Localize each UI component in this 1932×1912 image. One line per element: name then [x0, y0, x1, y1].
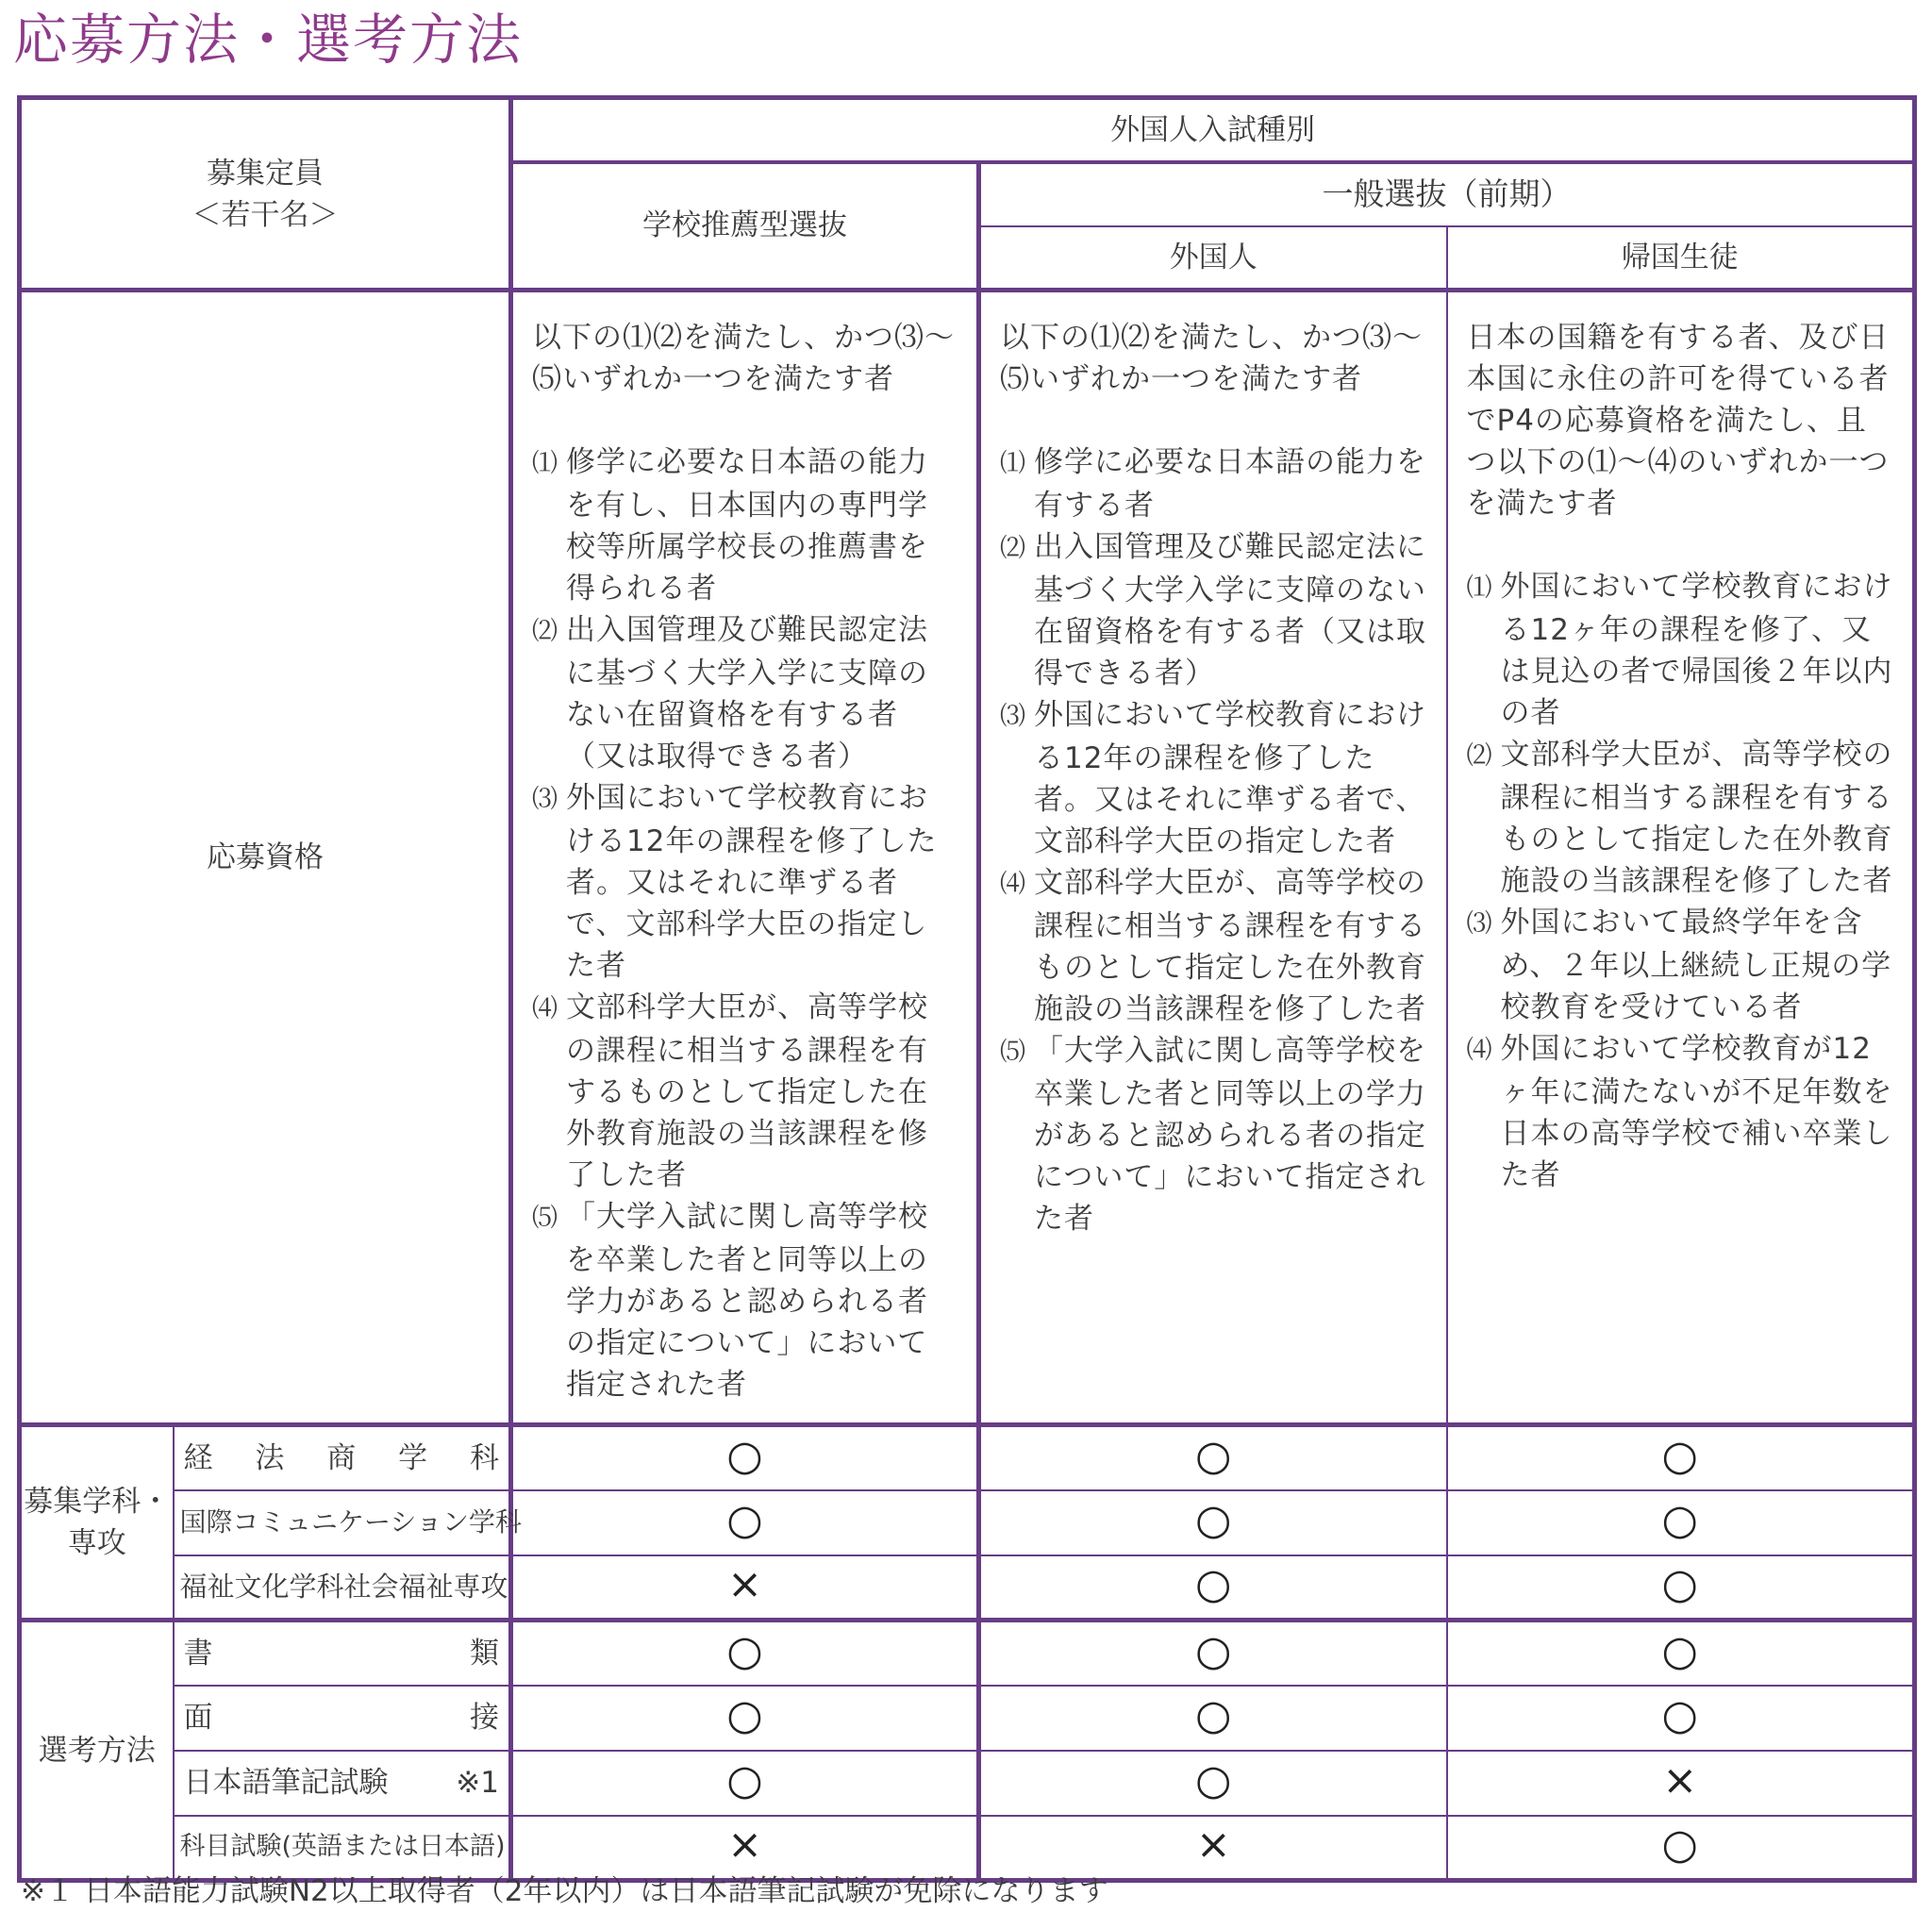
qualification-item: ⑸ 「大学入試に関し高等学校を卒業した者と同等以上の学力があると認められる者の指定について」において指定された者	[1000, 1034, 1426, 1236]
mark-cell: ○	[511, 1621, 979, 1686]
qualification-item: ⑵ 出入国管理及び難民認定法に基づく大学入学に支障のない在留資格を有する者（又は取得できる者）	[532, 613, 928, 773]
footnote: ※１ 日本語能力試験N2以上取得者（2年以内）は日本語筆記試験が免除になります	[21, 1874, 1108, 1908]
mark-cell: ○	[979, 1555, 1447, 1621]
sel-label-japanese-written: 日本語筆記試験 ※1	[174, 1751, 511, 1816]
mark-cell: ○	[979, 1490, 1447, 1555]
qualification-item: ⑴ 修学に必要な日本語の能力を有する者	[1000, 445, 1426, 523]
departments-group-label: 募集学科・ 専攻	[20, 1425, 174, 1621]
mark-cell: ○	[511, 1686, 979, 1751]
mark-cell: ○	[979, 1686, 1447, 1751]
mark-cell: ○	[1447, 1555, 1915, 1621]
quota-value: ＜若干名＞	[192, 197, 339, 232]
selection-group-label: 選考方法	[20, 1621, 174, 1881]
qualification-item: ⑶ 外国において学校教育における12年の課程を修了した者。又はそれに準ずる者で、文部科学大臣の指定した者	[532, 781, 938, 983]
mark-cell: ×	[511, 1555, 979, 1621]
sel-label-subject-exam: 科目試験(英語または日本語)	[174, 1816, 511, 1881]
qualification-item: ⑷ 文部科学大臣が、高等学校の課程に相当する課程を有するものとして指定した在外教育施設の当該課程を修了した者	[532, 990, 928, 1192]
mark-cell: ○	[511, 1490, 979, 1555]
qualification-school-rec	[511, 291, 979, 1425]
qualification-foreigner	[979, 291, 1447, 1425]
mark-cell: ○	[511, 1425, 979, 1490]
general-header: 一般選抜（前期）	[979, 162, 1915, 226]
qualification-intro: 以下の⑴⑵を満たし、かつ⑶〜⑸いずれか一つを満たす者	[1000, 321, 1423, 396]
mark-cell: ○	[511, 1751, 979, 1816]
mark-cell: ×	[511, 1816, 979, 1881]
mark-cell: ○	[979, 1621, 1447, 1686]
qualification-item: ⑵ 出入国管理及び難民認定法に基づく大学入学に支障のない在留資格を有する者（又は取得できる者）	[1000, 530, 1426, 690]
qualification-item: ⑷ 外国において学校教育が12ヶ年に満たないが不足年数を日本の高等学校で補い卒業した者	[1466, 1032, 1893, 1192]
mark-cell: ○	[1447, 1816, 1915, 1881]
mark-cell: ×	[979, 1816, 1447, 1881]
school-rec-header: 学校推薦型選抜	[511, 162, 979, 291]
quota-label: 募集定員	[207, 156, 324, 191]
sel-label-interview: 面 接	[174, 1686, 511, 1751]
dept-label-welfare: 福祉文化学科社会福祉専攻	[174, 1555, 511, 1621]
qualification-intro: 以下の⑴⑵を満たし、かつ⑶〜⑸いずれか一つを満たす者	[532, 321, 955, 396]
mark-cell: ○	[979, 1751, 1447, 1816]
sel-label-documents: 書 類	[174, 1621, 511, 1686]
mark-cell: ○	[1447, 1425, 1915, 1490]
foreigner-header: 外国人	[979, 226, 1447, 291]
dept-label-intl-comm: 国際コミュニケーション学科	[174, 1490, 511, 1555]
qualification-item: ⑸ 「大学入試に関し高等学校を卒業した者と同等以上の学力があると認められる者の指定について」において指定された者	[532, 1200, 928, 1402]
qualification-item: ⑶ 外国において最終学年を含め、２年以上継続し正規の学校教育を受けている者	[1466, 906, 1892, 1024]
page-title: 応募方法・選考方法	[13, 8, 524, 72]
qualification-item: ⑶ 外国において学校教育における12年の課程を修了した者。又はそれに準ずる者で、文部科学大臣の指定した者	[1000, 698, 1426, 858]
qualification-item: ⑷ 文部科学大臣が、高等学校の課程に相当する課程を有するものとして指定した在外教育施設の当該課程を修了した者	[1000, 866, 1426, 1026]
qualification-item: ⑵ 文部科学大臣が、高等学校の課程に相当する課程を有するものとして指定した在外教育施設の当該課程を修了した者	[1466, 738, 1893, 898]
dept-label-keiho: 経 法 商 学 科	[174, 1425, 511, 1490]
mark-cell: ○	[1447, 1621, 1915, 1686]
admission-table	[17, 95, 1917, 1883]
mark-cell: ×	[1447, 1751, 1915, 1816]
exam-type-header: 外国人入試種別	[511, 98, 1915, 162]
qualification-intro: 日本の国籍を有する者、及び日本国に永住の許可を得ている者でP4の応募資格を満たし、且つ以下の⑴〜⑷のいずれか一つを満たす者	[1466, 321, 1890, 521]
qualification-item: ⑴ 外国において学校教育における12ヶ年の課程を修了、又は見込の者で帰国後２年以内の者	[1466, 570, 1893, 730]
qualification-item: ⑴ 修学に必要な日本語の能力を有し、日本国内の専門学校等所属学校長の推薦書を得られる者	[532, 445, 928, 606]
mark-cell: ○	[1447, 1490, 1915, 1555]
qualification-returnee	[1447, 291, 1915, 1425]
mark-cell: ○	[1447, 1686, 1915, 1751]
quota-cell	[20, 98, 511, 291]
qualification-label: 応募資格	[20, 291, 511, 1425]
returnee-header: 帰国生徒	[1447, 226, 1915, 291]
mark-cell: ○	[979, 1425, 1447, 1490]
